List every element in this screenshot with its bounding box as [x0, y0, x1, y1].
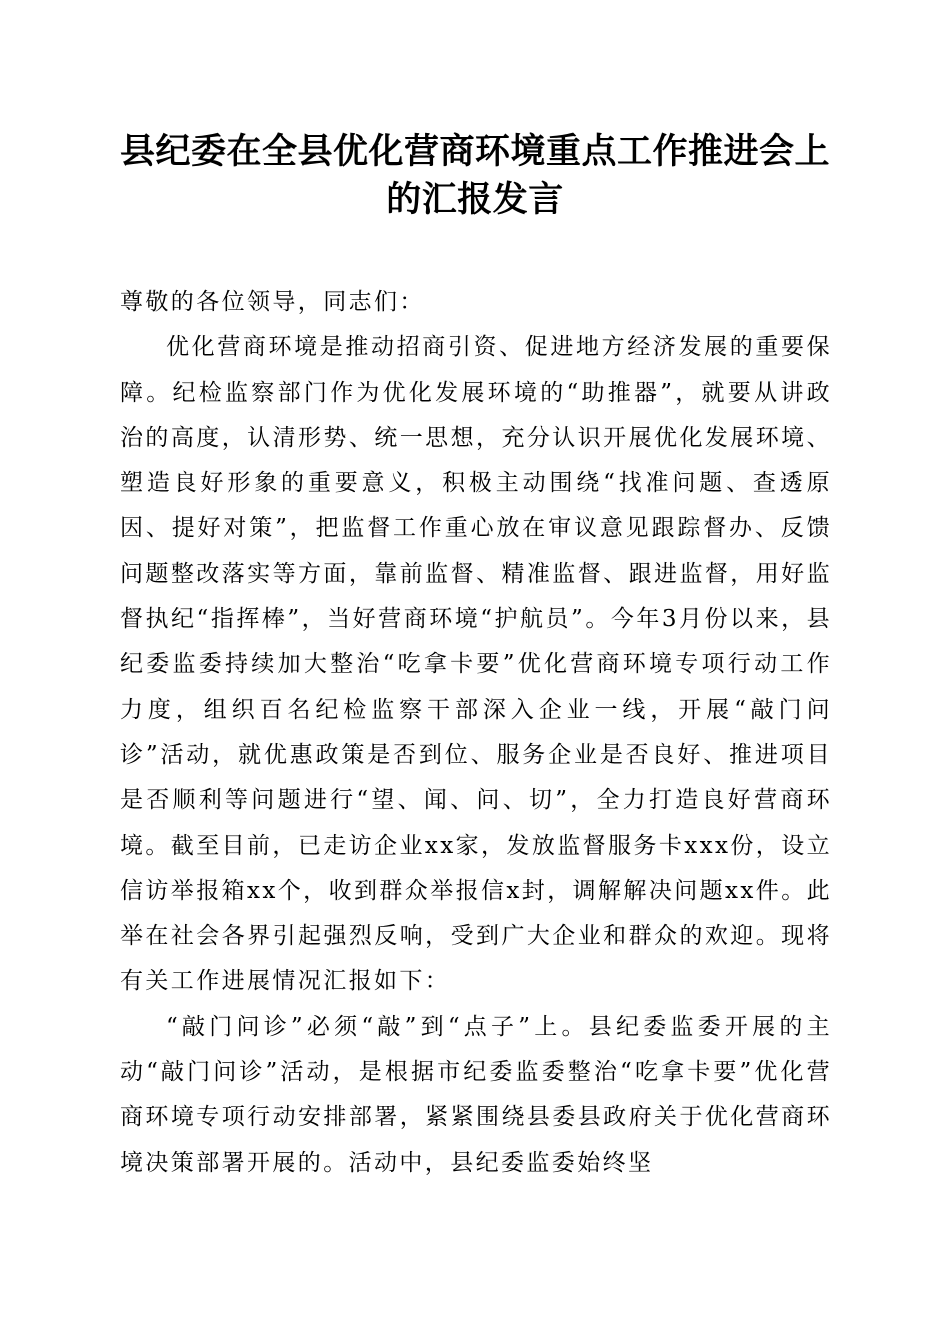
title-line-1: 县纪委在全县优化营商环境重点工作推进会上	[119, 131, 830, 172]
document-title	[100, 128, 850, 224]
paragraph-2: “敲门问诊”必须“敲”到“点子”上。县纪委监委开展的主动“敲门问诊”活动，是根据市纪委监委整治“吃拿卡要”优化营商环境专项行动安排部署，紧紧围绕县委县政府关于优化营商环境决策部署开展的。活动中，县纪委监委始终坚	[120, 1013, 832, 1176]
document-body	[120, 280, 832, 1186]
salutation: 尊敬的各位领导，同志们：	[120, 289, 425, 315]
title-line-2: 的汇报发言	[386, 179, 564, 220]
paragraph-1: 优化营商环境是推动招商引资、促进地方经济发展的重要保障。纪检监察部门作为优化发展环境的“助推器”，就要从讲政治的高度，认清形势、统一思想，充分认识开展优化发展环境、塑造良好形象的重要意义，积极主动围绕“找准问题、查透原因、提好对策”，把监督工作重心放在审议意见跟踪督办、反馈问题整改落实等方面，靠前监督、精准监督、跟进监督，用好监督执纪“指挥棒”，当好营商环境“护航员”。今年3月份以来，县纪委监委持续加大整治“吃拿卡要”优化营商环境专项行动工作力度，组织百名纪检监察干部深入企业一线，开展“敲门问诊”活动，就优惠政策是否到位、服务企业是否良好、推进项目是否顺利等问题进行“望、闻、问、切”，全力打造良好营商环境。截至目前，已走访企业xx家，发放监督服务卡xxx份，设立信访举报箱xx个，收到群众举报信x封，调解解决问题xx件。此举在社会各界引起强烈反响，受到广大企业和群众的欢迎。现将有关工作进展情况汇报如下：	[120, 334, 832, 995]
